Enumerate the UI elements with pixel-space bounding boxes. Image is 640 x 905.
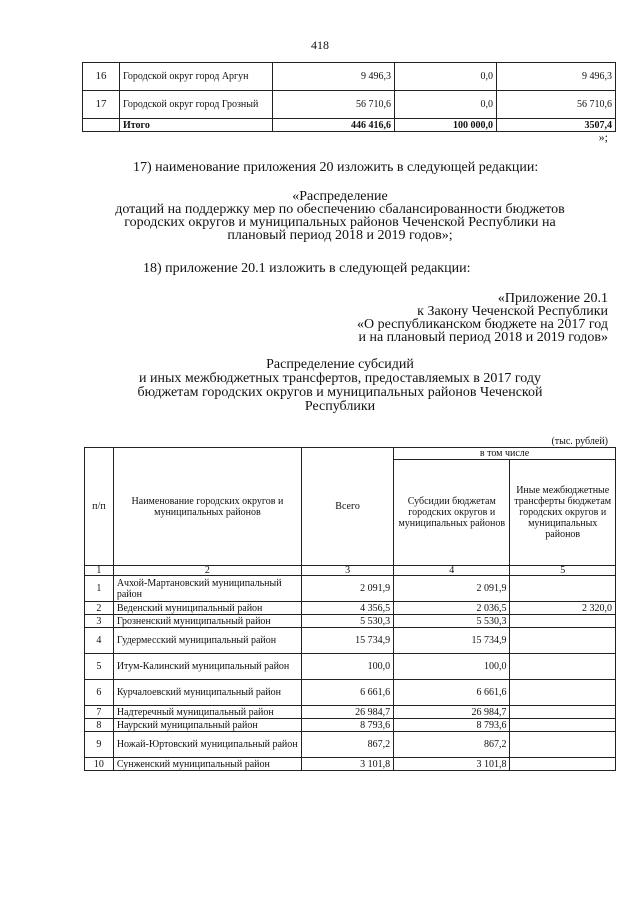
row-number: 17 <box>83 91 120 119</box>
row-other <box>510 758 616 771</box>
total-mid: 100 000,0 <box>395 119 497 132</box>
row-subsidies: 26 984,7 <box>394 706 510 719</box>
row-total: 5 530,3 <box>302 615 394 628</box>
title-line: городских округов и муниципальных районов Чеченской Республики на <box>124 215 556 230</box>
row-other <box>510 654 616 680</box>
row-number: 2 <box>85 602 114 615</box>
row-number: 8 <box>85 719 114 732</box>
row-total: 2 091,9 <box>302 576 394 602</box>
total-last: 3507,4 <box>497 119 616 132</box>
row-number: 7 <box>85 706 114 719</box>
row-subsidies: 3 101,8 <box>394 758 510 771</box>
table-row <box>85 654 616 680</box>
title-line: «Распределение <box>292 189 388 204</box>
row-other <box>510 706 616 719</box>
row-name: Итум-Калинский муниципальный район <box>113 654 301 680</box>
row-mid: 0,0 <box>395 91 497 119</box>
appendix-20-1-title <box>60 358 620 414</box>
row-total: 867,2 <box>302 732 394 758</box>
table-row <box>85 680 616 706</box>
col-number: 4 <box>394 566 510 576</box>
header-total: Всего <box>302 448 394 566</box>
subsidies-table <box>84 447 616 771</box>
table-row <box>85 628 616 654</box>
row-name: Курчалоевский муниципальный район <box>113 680 301 706</box>
table-row <box>85 719 616 732</box>
row-total: 6 661,6 <box>302 680 394 706</box>
units-label: (тыс. рублей) <box>551 436 608 447</box>
row-number: 3 <box>85 615 114 628</box>
title-line: Республики <box>304 399 376 414</box>
row-other <box>510 732 616 758</box>
col-number: 1 <box>85 566 114 576</box>
row-total: 4 356,5 <box>302 602 394 615</box>
table-row <box>85 758 616 771</box>
row-subsidies: 15 734,9 <box>394 628 510 654</box>
col-number: 3 <box>302 566 394 576</box>
header-num: п/п <box>85 448 114 566</box>
row-total: 15 734,9 <box>302 628 394 654</box>
row-total: 3 101,8 <box>302 758 394 771</box>
row-total: 8 793,6 <box>302 719 394 732</box>
table-row <box>83 63 616 91</box>
item-18-text: 18) приложение 20.1 изложить в следующей редакции: <box>143 261 471 276</box>
total-label: Итого <box>120 119 273 132</box>
row-number: 16 <box>83 63 120 91</box>
col-number: 5 <box>510 566 616 576</box>
row-name: Городской округ город Аргун <box>120 63 273 91</box>
row-last: 56 710,6 <box>497 91 616 119</box>
column-number-row <box>85 566 616 576</box>
header-row <box>85 448 616 460</box>
row-subsidies: 2 091,9 <box>394 576 510 602</box>
title-line: и иных межбюджетных трансфертов, предоставляемых в 2017 году <box>139 371 541 386</box>
total-row <box>83 119 616 132</box>
row-number: 1 <box>85 576 114 602</box>
row-total: 26 984,7 <box>302 706 394 719</box>
header-other: Иные межбюджетные трансферты бюджетам городских округов и муниципальных районов <box>510 460 616 566</box>
row-subsidies: 100,0 <box>394 654 510 680</box>
appendix-line: «О республиканском бюджете на 2017 год <box>357 317 608 332</box>
row-other <box>510 628 616 654</box>
total-total: 446 416,6 <box>273 119 395 132</box>
row-name: Грозненский муниципальный район <box>113 615 301 628</box>
row-number: 10 <box>85 758 114 771</box>
title-line: Распределение субсидий <box>266 357 414 372</box>
row-name: Сунженский муниципальный район <box>113 758 301 771</box>
item-17-text: 17) наименование приложения 20 изложить в следующей редакции: <box>133 160 539 175</box>
header-name: Наименование городских округов и муниципальных районов <box>113 448 301 566</box>
appendix-line: и на плановый период 2018 и 2019 годов» <box>358 330 608 345</box>
row-subsidies: 2 036,5 <box>394 602 510 615</box>
row-number: 5 <box>85 654 114 680</box>
table-row <box>85 602 616 615</box>
table-row <box>85 615 616 628</box>
top-table <box>82 62 616 132</box>
title-line: плановый период 2018 и 2019 годов»; <box>227 228 453 243</box>
table-row <box>85 706 616 719</box>
row-name: Городской округ город Грозный <box>120 91 273 119</box>
row-total: 100,0 <box>302 654 394 680</box>
table-row <box>83 91 616 119</box>
row-other <box>510 615 616 628</box>
row-last: 9 496,3 <box>497 63 616 91</box>
row-subsidies: 8 793,6 <box>394 719 510 732</box>
page-number: 418 <box>311 38 329 52</box>
row-name: Ачхой-Мартановский муниципальный район <box>113 576 301 602</box>
appendix-line: «Приложение 20.1 <box>497 291 608 306</box>
row-other <box>510 719 616 732</box>
row-number: 9 <box>85 732 114 758</box>
row-number: 6 <box>85 680 114 706</box>
header-group: в том числе <box>394 448 616 460</box>
row-subsidies: 5 530,3 <box>394 615 510 628</box>
row-other <box>510 680 616 706</box>
row-name: Веденский муниципальный район <box>113 602 301 615</box>
row-mid: 0,0 <box>395 63 497 91</box>
row-other <box>510 576 616 602</box>
row-number: 4 <box>85 628 114 654</box>
table-row <box>85 732 616 758</box>
appendix-header <box>357 292 608 344</box>
col-number: 2 <box>113 566 301 576</box>
appendix-20-title <box>60 190 620 242</box>
row-subsidies: 6 661,6 <box>394 680 510 706</box>
row-name: Надтеречный муниципальный район <box>113 706 301 719</box>
row-total: 56 710,6 <box>273 91 395 119</box>
row-name: Наурский муниципальный район <box>113 719 301 732</box>
header-subsidies: Субсидии бюджетам городских округов и муниципальных районов <box>394 460 510 566</box>
appendix-line: к Закону Чеченской Республики <box>417 304 608 319</box>
row-total: 9 496,3 <box>273 63 395 91</box>
title-line: бюджетам городских округов и муниципальных районов Чеченской <box>137 385 543 400</box>
row-other: 2 320,0 <box>510 602 616 615</box>
closing-quote: »; <box>598 130 608 144</box>
row-name: Ножай-Юртовский муниципальный район <box>113 732 301 758</box>
row-name: Гудермесский муниципальный район <box>113 628 301 654</box>
title-line: дотаций на поддержку мер по обеспечению сбалансированности бюджетов <box>115 202 565 217</box>
table-row <box>85 576 616 602</box>
row-subsidies: 867,2 <box>394 732 510 758</box>
